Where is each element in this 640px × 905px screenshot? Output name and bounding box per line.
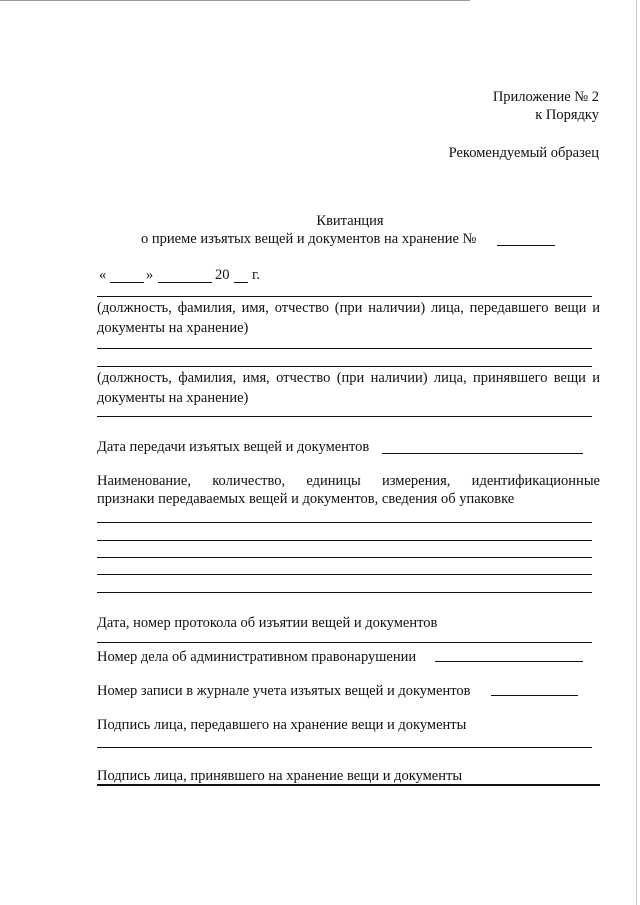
date-month-line[interactable] — [158, 282, 212, 283]
scan-edge-right — [636, 0, 637, 905]
receiver-extra-line[interactable] — [97, 416, 592, 417]
document-title: Квитанция — [316, 213, 384, 229]
protocol-label: Дата, номер протокола об изъятии вещей и документов — [97, 615, 438, 631]
recommended-sample-note: Рекомендуемый образец — [448, 145, 599, 161]
transfer-date-line[interactable] — [382, 453, 583, 454]
journal-entry-line[interactable] — [491, 695, 578, 696]
items-line-1[interactable] — [97, 522, 592, 523]
date-year-line[interactable] — [234, 282, 248, 283]
date-year-suffix: г. — [252, 267, 260, 283]
items-line-5[interactable] — [97, 592, 592, 593]
protocol-line[interactable] — [97, 642, 592, 643]
transferor-extra-line[interactable] — [97, 348, 592, 349]
case-number-line[interactable] — [435, 661, 583, 662]
receiver-signature-label: Подпись лица, принявшего на хранение вещи и документы — [97, 768, 463, 784]
date-open-quote: « — [99, 267, 107, 283]
transferor-signature-line[interactable] — [97, 747, 592, 748]
receiver-name-line[interactable] — [97, 366, 592, 367]
items-line-4[interactable] — [97, 574, 592, 575]
date-day-line[interactable] — [110, 282, 144, 283]
receipt-number-line[interactable] — [497, 245, 555, 246]
transferor-name-line[interactable] — [97, 296, 592, 297]
scan-edge-top — [0, 0, 470, 1]
transferor-caption: (должность, фамилия, имя, отчество (при наличии) лица, передавшего вещи и документы на хранение) — [97, 300, 600, 336]
items-line-2[interactable] — [97, 540, 592, 541]
items-description-line2: признаки передаваемых вещей и документов, сведения об упаковке — [97, 491, 515, 507]
receiver-signature-line[interactable] — [97, 784, 600, 786]
appendix-label: Приложение № 2 — [492, 89, 599, 105]
journal-entry-label: Номер записи в журнале учета изъятых вещей и документов — [97, 683, 471, 699]
items-description-line1: Наименование, количество, единицы измерения, идентификационные — [97, 473, 600, 489]
receiver-caption: (должность, фамилия, имя, отчество (при наличии) лица, принявшего вещи и документы на хранение) — [97, 370, 600, 406]
document-subtitle: о приеме изъятых вещей и документов на хранение № — [141, 231, 477, 247]
items-line-3[interactable] — [97, 557, 592, 558]
transferor-signature-label: Подпись лица, передавшего на хранение вещи и документы — [97, 717, 467, 733]
date-year-prefix: 20 — [215, 267, 230, 283]
transfer-date-label: Дата передачи изъятых вещей и документов — [97, 439, 370, 455]
case-number-label: Номер дела об административном правонарушении — [97, 649, 417, 665]
date-close-quote: » — [146, 267, 154, 283]
order-reference: к Порядку — [535, 107, 599, 123]
